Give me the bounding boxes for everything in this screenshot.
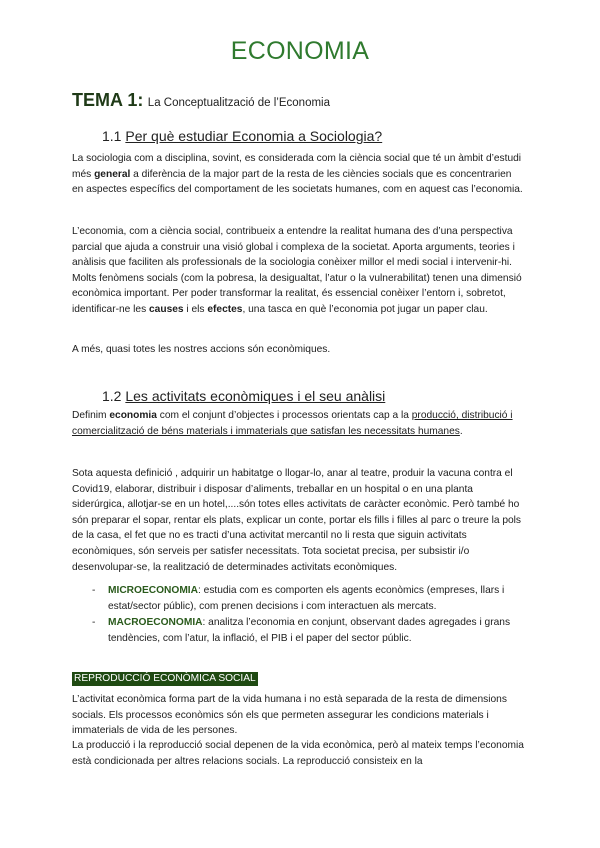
list-item: [92, 583, 524, 614]
bold-term: economia: [109, 410, 157, 421]
chapter-heading: [72, 89, 330, 114]
text-run: a diferència de la major part de la resta de les ciències socials que es concentrarien en aspectes específics del comportament de les societats humanes, com en aquest cas l’economia.: [72, 168, 523, 196]
bold-term: general: [94, 168, 131, 180]
section-number: 1.1: [102, 128, 122, 144]
paragraph: La producció i la reproducció social depenen de la vida econòmica, però al mateix temps l’economia està condicionada per altres relacions socials. La reproducció consisteix en la: [72, 740, 524, 767]
list-term: MICROECONOMIA: [108, 585, 198, 596]
list-term: MACROECONOMIA: [108, 617, 203, 629]
paragraph: [72, 224, 524, 318]
list-text: : analitza l’economia en conjunt, observant dades agregades i grans tendències, com l’atur, la inflació, el PIB i el paper del sector públic.: [108, 617, 511, 644]
text-run: .: [459, 425, 463, 437]
bullet-dash: -: [92, 585, 96, 596]
bold-term: causes: [149, 303, 184, 315]
paragraph: [72, 408, 524, 439]
text-run: Definim: [72, 410, 110, 421]
text-run: L’economia, com a ciència social, contribueix a entendre la realitat humana des d’una perspectiva parcial que ajuda a construir una visió global i complexa de la societat. Aporta arguments, teories i anàlisis que faciliten als professionals de la sociologia conèixer millor el medi social i intervenir-hi. Molts fenòmens socials (com la pobresa, la desigualtat, l’atur o la vulnerabilitat) tenen una dimensió econòmica important. Per poder transformar la realitat, és essencial conèixer l’entorn i, sobretot, identificar-ne les: [72, 226, 522, 315]
text-run: La sociologia com a disciplina, sovint, es considerada com la ciència social que té un àmbit d’estudi més: [72, 153, 522, 180]
section-heading-1-1: [102, 127, 382, 145]
paragraph: Sota aquesta definició , adquirir un habitatge o llogar-lo, anar al teatre, produir la vacuna contra el Covid19, elaborar, distribuir i disposar d’aliments, treballar en un hospital o en una planta siderúrgica, allotjar-se en un hotel,....són totes elles activitats de caràcter econòmic. Però també ho són preparar el sopar, rentar els plats, explicar un conte, portar els fills i filles al parc o treure la pols de la casa, el fet que no es tracti d’una activitat mercantil no li resta que siguin activitats econòmiques, són serveis per satisfer necessitats. Tota societat precisa, per subsistir i/o desenvolupar-se, la realització de determinades activitats econòmiques.: [72, 468, 522, 573]
text-run: com el conjunt d’objectes i processos orientats cap a la: [156, 410, 412, 421]
highlighted-heading: REPRODUCCIÓ ECONÒMICA SOCIAL: [74, 673, 256, 684]
text-run: , una tasca en què l’economia pot jugar un paper clau.: [242, 303, 488, 315]
bullet-dash: -: [92, 617, 96, 629]
bullet-list: [92, 583, 524, 647]
paragraph: L’activitat econòmica forma part de la vida humana i no està separada de la resta de dimensions socials. Els processos econòmics són els que permeten assegurar les condicions materials i immaterials de vida de les persones.: [72, 694, 507, 737]
section-number: 1.2: [102, 388, 122, 404]
chapter-subtitle: La Conceptualització de l’Economia: [147, 97, 330, 109]
section-title: Les activitats econòmiques i el seu anàlisi: [125, 388, 386, 404]
section-title: Per què estudiar Economia a Sociologia?: [125, 128, 383, 144]
paragraph: [72, 151, 524, 198]
list-text: : estudia com es comporten els agents econòmics (empreses, llars i estat/sector públic), com prenen decisions i com interactuen als mercats.: [108, 585, 505, 612]
bold-term: efectes: [207, 303, 243, 315]
text-run: i els: [183, 303, 208, 315]
list-item: [92, 615, 524, 646]
paragraph: A més, quasi totes les nostres accions són econòmiques.: [72, 344, 331, 355]
section-heading-1-2: [102, 387, 385, 405]
document-title: ECONOMIA: [230, 37, 370, 65]
chapter-label: TEMA 1:: [72, 90, 144, 110]
underlined-definition: producció, distribució i comercialització de béns materials i immaterials que satisfan les necessitats humanes: [72, 410, 513, 437]
